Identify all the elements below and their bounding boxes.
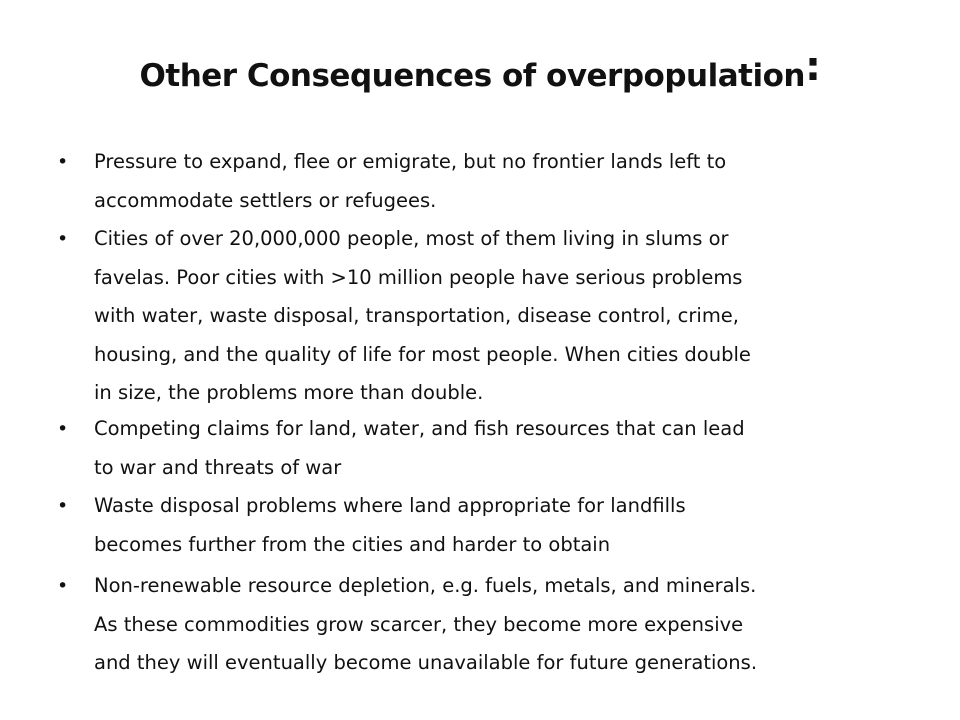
bullet-item-5 [57, 567, 917, 682]
bullet-line: Pressure to expand, flee or emigrate, but no frontier lands left to [94, 150, 727, 173]
bullet-list [57, 143, 917, 682]
bullet-item-2 [57, 220, 917, 410]
bullet-item-1 [57, 143, 917, 220]
slide-title-text: Other Consequences of overpopulation [139, 58, 805, 94]
bullet-line: Non-renewable resource depletion, e.g. fuels, metals, and minerals. [94, 574, 757, 597]
bullet-icon: • [57, 575, 69, 597]
bullet-icon: • [57, 495, 69, 517]
bullet-line: and they will eventually become unavailable for future generations. [94, 651, 758, 674]
bullet-line: to war and threats of war [94, 455, 342, 479]
bullet-item-4 [57, 487, 917, 567]
bullet-icon: • [57, 228, 69, 250]
bullet-line: with water, waste disposal, transportation, disease control, crime, [94, 304, 740, 327]
bullet-line: Waste disposal problems where land appropriate for landfills [94, 494, 686, 517]
bullet-item-3 [57, 410, 917, 487]
bullet-line: becomes further from the cities and harder to obtain [94, 532, 611, 556]
bullet-line: favelas. Poor cities with >10 million people have serious problems [94, 265, 743, 289]
slide-title [0, 44, 960, 96]
bullet-icon: • [57, 151, 69, 173]
bullet-line: Cities of over 20,000,000 people, most of them living in slums or [94, 227, 729, 250]
bullet-line: accommodate settlers or refugees. [94, 188, 437, 212]
bullet-line: Competing claims for land, water, and fish resources that can lead [94, 417, 745, 440]
bullet-line: housing, and the quality of life for most people. When cities double [94, 342, 751, 366]
bullet-line: As these commodities grow scarcer, they become more expensive [94, 612, 744, 636]
bullet-line: in size, the problems more than double. [94, 381, 484, 404]
bullet-icon: • [57, 418, 69, 440]
slide-title-colon: : [804, 44, 821, 90]
